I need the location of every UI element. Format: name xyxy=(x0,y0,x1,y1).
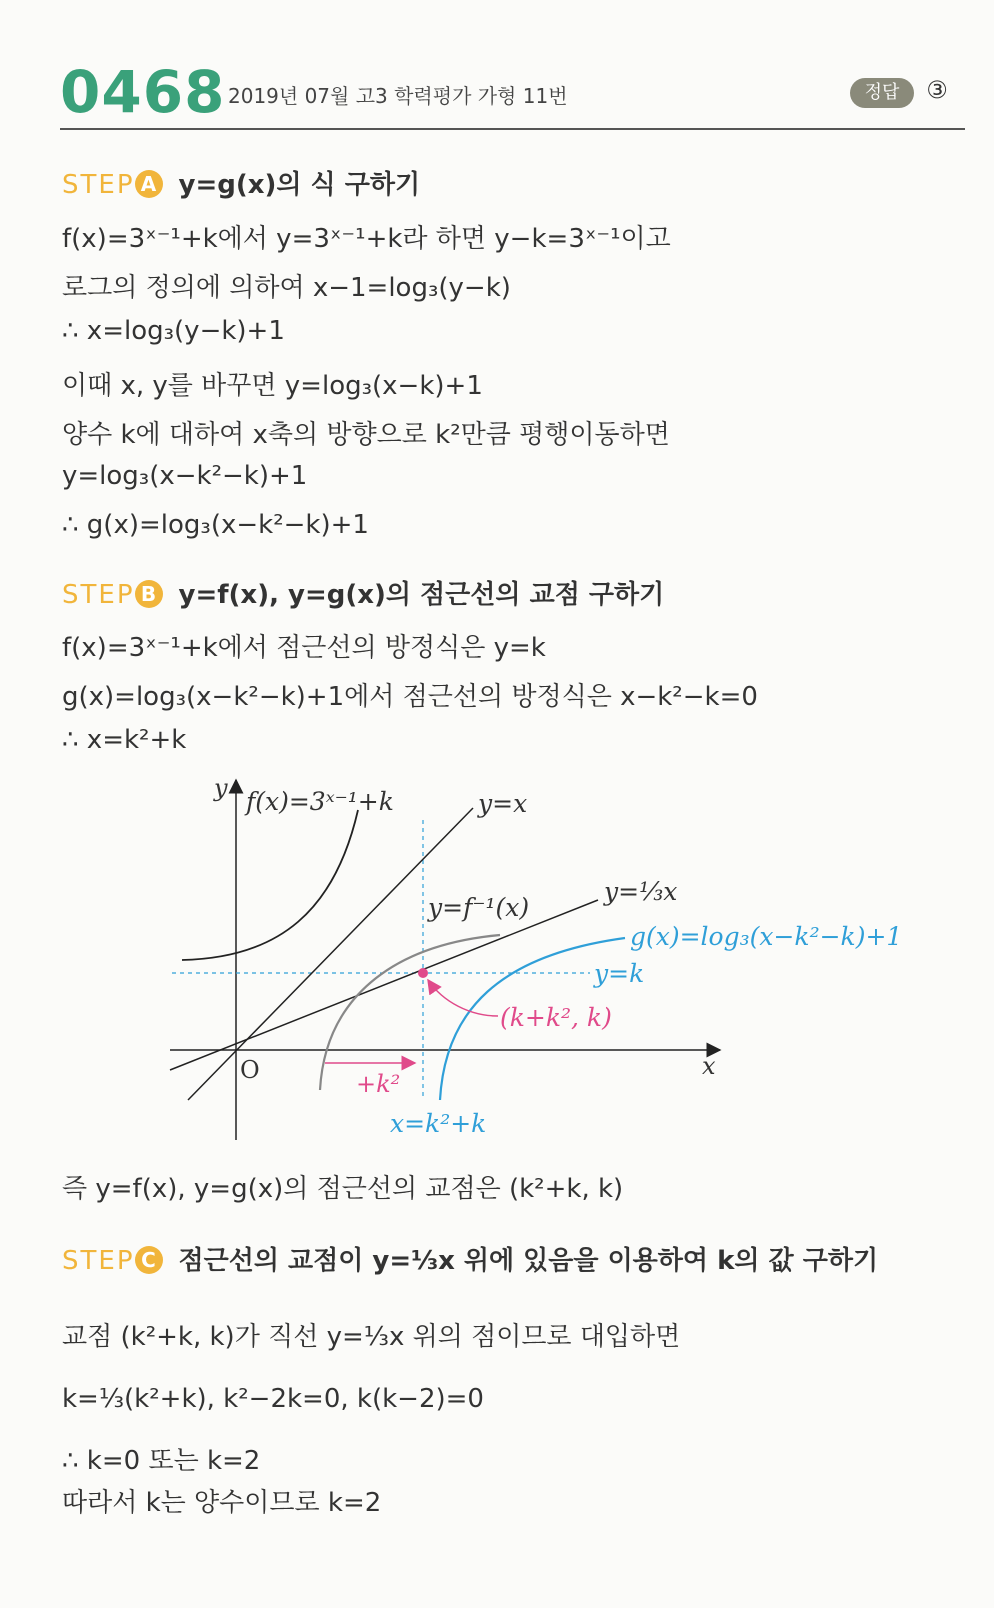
label-f-inverse: y=f⁻¹(x) xyxy=(428,893,530,922)
problem-source: 2019년 07월 고3 학력평가 가형 11번 xyxy=(228,84,568,108)
step-b-conclusion: 즉 y=f(x), y=g(x)의 점근선의 교점은 (k²+k, k) xyxy=(62,1174,624,1204)
label-asymptote-x: x=k²+k xyxy=(390,1109,487,1138)
step-b-line-2: g(x)=log₃(x−k²−k)+1에서 점근선의 방정식은 x−k²−k=0 xyxy=(62,682,758,712)
origin-label: O xyxy=(240,1056,260,1084)
header-divider xyxy=(60,128,965,130)
step-a-heading xyxy=(62,164,420,201)
step-b-heading xyxy=(62,574,664,611)
problem-header xyxy=(60,50,965,130)
label-y-k: y=k xyxy=(594,959,645,988)
step-a-letter: A xyxy=(135,170,163,198)
answer-badge: 정답 xyxy=(850,78,914,108)
step-c-title: 점근선의 교점이 y=⅓x 위에 있음을 이용하여 k의 값 구하기 xyxy=(178,1246,879,1276)
step-b-label: STEP xyxy=(62,580,135,610)
line-y-third-x xyxy=(170,900,598,1070)
step-b-title: y=f(x), y=g(x)의 점근선의 교점 구하기 xyxy=(178,580,665,610)
step-c-label: STEP xyxy=(62,1246,135,1276)
step-c-line-2: k=⅓(k²+k), k²−2k=0, k(k−2)=0 xyxy=(62,1384,484,1414)
label-y-x: y=x xyxy=(478,789,528,818)
step-b-line-3: ∴ x=k²+k xyxy=(62,725,187,755)
step-a-line-7: ∴ g(x)=log₃(x−k²−k)+1 xyxy=(62,510,369,540)
intersection-point xyxy=(418,968,428,978)
step-a-line-4: 이때 x, y를 바꾸면 y=log₃(x−k)+1 xyxy=(62,371,483,401)
label-f: f(x)=3ˣ⁻¹+k xyxy=(246,787,394,816)
step-a-label: STEP xyxy=(62,170,135,200)
y-axis-label: y xyxy=(214,774,228,802)
problem-number: 0468 xyxy=(60,58,226,126)
asymptote-graph xyxy=(160,770,950,1150)
step-a-line-5: 양수 k에 대하여 x축의 방향으로 k²만큼 평행이동하면 xyxy=(62,420,670,450)
step-a-line-1: f(x)=3ˣ⁻¹+k에서 y=3ˣ⁻¹+k라 하면 y−k=3ˣ⁻¹이고 xyxy=(62,224,671,254)
step-b-line-1: f(x)=3ˣ⁻¹+k에서 점근선의 방정식은 y=k xyxy=(62,633,546,663)
answer-value: ③ xyxy=(926,76,948,104)
step-c-line-3: ∴ k=0 또는 k=2 xyxy=(62,1446,261,1476)
step-a-line-3: ∴ x=log₃(y−k)+1 xyxy=(62,316,285,346)
step-c-line-1: 교점 (k²+k, k)가 직선 y=⅓x 위의 점이므로 대입하면 xyxy=(62,1322,681,1352)
step-b-letter: B xyxy=(135,580,163,608)
x-axis-label: x xyxy=(702,1052,716,1080)
label-g: g(x)=log₃(x−k²−k)+1 xyxy=(630,922,903,951)
point-arrow xyxy=(428,980,498,1016)
step-a-title: y=g(x)의 식 구하기 xyxy=(178,170,421,200)
label-y-third-x: y=⅓x xyxy=(604,877,678,906)
curve-f xyxy=(182,810,358,960)
label-point: (k+k², k) xyxy=(500,1003,612,1032)
step-a-line-2: 로그의 정의에 의하여 x−1=log₃(y−k) xyxy=(62,273,511,303)
step-c-line-4: 따라서 k는 양수이므로 k=2 xyxy=(62,1488,382,1518)
step-c-heading xyxy=(62,1240,878,1277)
label-shift: +k² xyxy=(356,1070,401,1098)
step-c-letter: C xyxy=(135,1246,163,1274)
step-a-line-6: y=log₃(x−k²−k)+1 xyxy=(62,461,308,491)
